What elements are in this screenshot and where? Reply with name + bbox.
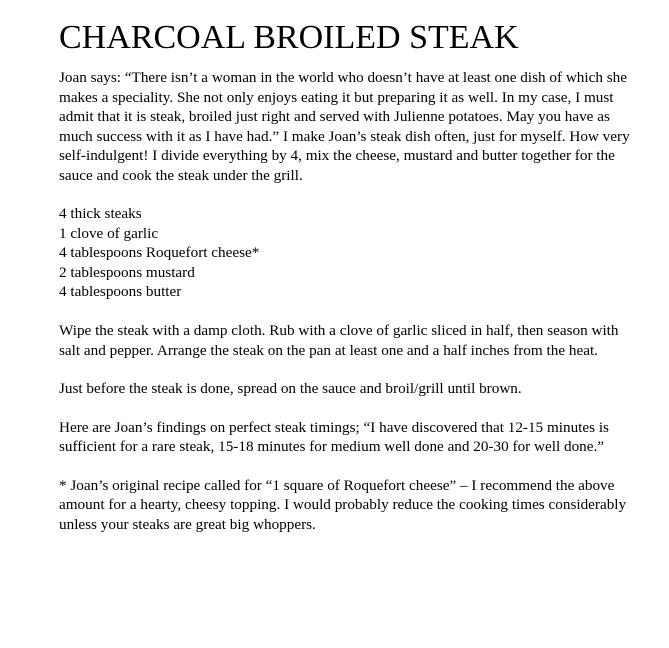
method-step-paragraph: Just before the steak is done, spread on the sauce and broil/grill until brown. (59, 380, 522, 397)
ingredient-item: 4 tablespoons butter (59, 283, 182, 300)
ingredient-list (59, 204, 639, 302)
method-step-paragraph: Wipe the steak with a damp cloth. Rub with a clove of garlic sliced in half, then season with salt and pepper. Arrange the steak on the pan at least one and a half inches from the heat. (59, 322, 619, 359)
ingredient-item: 4 thick steaks (59, 205, 142, 222)
ingredient-item: 4 tablespoons Roquefort cheese* (59, 244, 260, 261)
footnote-paragraph: * Joan’s original recipe called for “1 square of Roquefort cheese” – I recommend the above amount for a hearty, cheesy topping. I would probably reduce the cooking times considerably unless your steaks are great big whoppers. (59, 476, 627, 533)
timing-paragraph: Here are Joan’s findings on perfect steak timings; “I have discovered that 12-15 minutes is sufficient for a rare steak, 15-18 minutes for medium well done and 20-30 for well done.” (59, 418, 609, 455)
recipe-title: CHARCOAL BROILED STEAK (59, 19, 519, 56)
recipe-document (59, 18, 639, 553)
intro-paragraph: Joan says: “There isn’t a woman in the world who doesn’t have at least one dish of which she makes a speciality. She not only enjoys eating it but preparing it as well. In my case, I must admit that it is steak, broiled just right and served with Julienne potatoes. May you have as much success with it as I have had.” I make Joan’s steak dish often, just for myself. How very self-indulgent! I divide everything by 4, mix the cheese, mustard and butter together for the sauce and cook the steak under the grill. (59, 69, 630, 184)
ingredient-item: 2 tablespoons mustard (59, 263, 195, 281)
ingredient-item: 1 clove of garlic (59, 224, 159, 242)
